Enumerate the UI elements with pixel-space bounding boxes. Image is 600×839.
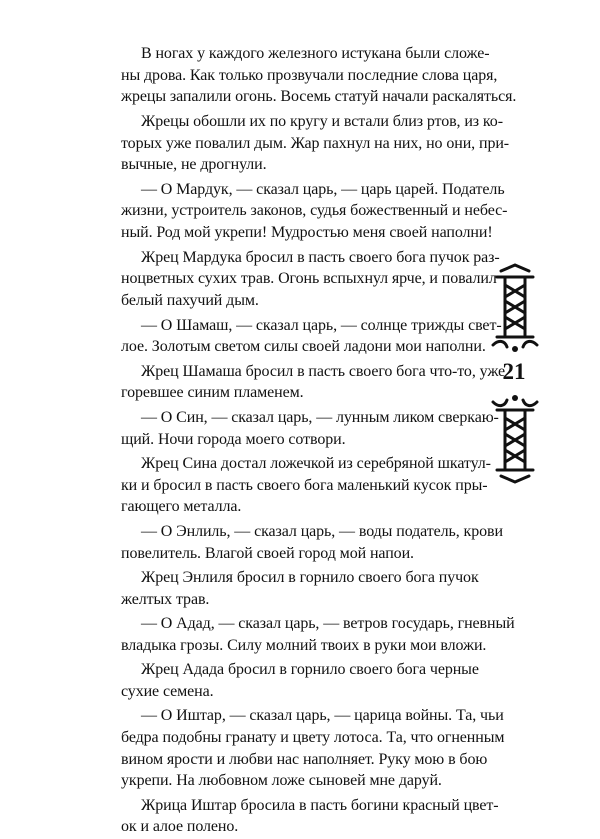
text-line: — О Син, — сказал царь, — лунным ликом сверкаю- [141, 408, 499, 426]
text-line: Жрец Шамаша бросил в пасть своего бога что-то, уже [141, 362, 506, 380]
text-line: — О Мардук, — сказал царь, — царь царей. Податель [141, 180, 505, 198]
text-line: — О Энлиль, — сказал царь, — воды податель, крови [141, 522, 503, 540]
text-line: жизни, устроитель законов, судья божественный и небес- [121, 202, 508, 220]
text-line: Жрец Энлиля бросил в горнило своего бога пучок [141, 568, 479, 586]
text-line: Жрица Иштар бросила в пасть богини красный цвет- [141, 796, 499, 814]
text-line: ок и алое полено. [121, 818, 239, 836]
text-line: желтых трав. [121, 590, 210, 608]
text-line: владыка грозы. Силу молний твоих в руки мои вложи. [121, 636, 487, 654]
text-line: Жрец Мардука бросил в пасть своего бога пучок раз- [141, 248, 500, 266]
text-line: Жрецы обошли их по кругу и встали близ ртов, из ко- [141, 112, 503, 130]
text-line: — О Шамаш, — сказал царь, — солнце трижды свет- [141, 316, 502, 334]
text-line: ны дрова. Как только прозвучали последние слова царя, [121, 66, 498, 84]
text-line: торых уже повалил дым. Жар пахнул на них, но они, при- [121, 134, 510, 152]
page-number: 21 [502, 359, 526, 384]
text-line: — О Адад, — сказал царь, — ветров государь, гневный [141, 615, 515, 633]
text-line: повелитель. Влагой своей город мой напои. [121, 544, 414, 562]
text-line: бедра подобны гранату и цвету лотоса. Та, что огненным [121, 728, 505, 746]
text-line: вином ярости и любви нас наполняет. Руку мою в бою [121, 750, 488, 768]
text-line: Жрец Адада бросил в горнило своего бога черные [141, 661, 479, 679]
text-line: жрецы запалили огонь. Восемь статуй начали раскаляться. [121, 88, 517, 106]
text-line: гающего металла. [121, 498, 242, 516]
text-line: щий. Ночи города моего сотвори. [121, 430, 346, 448]
text-line: лое. Золотым светом силы своей ладони мои наполни. [121, 338, 486, 356]
text-line: укрепи. На любовном ложе сыновей мне даруй. [121, 772, 442, 790]
text-line: ный. Род мой укрепи! Мудростью меня своей наполни! [121, 224, 493, 242]
text-line: сухие семена. [121, 683, 214, 701]
text-line: горевшее синим пламенем. [121, 384, 304, 402]
text-line: белый пахучий дым. [121, 292, 259, 310]
column-ornament-icon [487, 263, 543, 355]
text-line: Жрец Сина достал ложечкой из серебряной шкатул- [141, 454, 491, 472]
text-line: — О Иштар, — сказал царь, — царица войны. Та, чьи [141, 707, 504, 725]
column-ornament-icon [487, 392, 543, 484]
text-line: вычные, не дрогнули. [121, 156, 267, 174]
text-line: ноцветных сухих трав. Огонь вспыхнул ярче, и повалил [121, 270, 497, 288]
text-line: В ногах у каждого железного истукана были сложе- [141, 45, 490, 62]
text-line: ки и бросил в пасть своего бога маленький кусок пры- [121, 476, 488, 494]
